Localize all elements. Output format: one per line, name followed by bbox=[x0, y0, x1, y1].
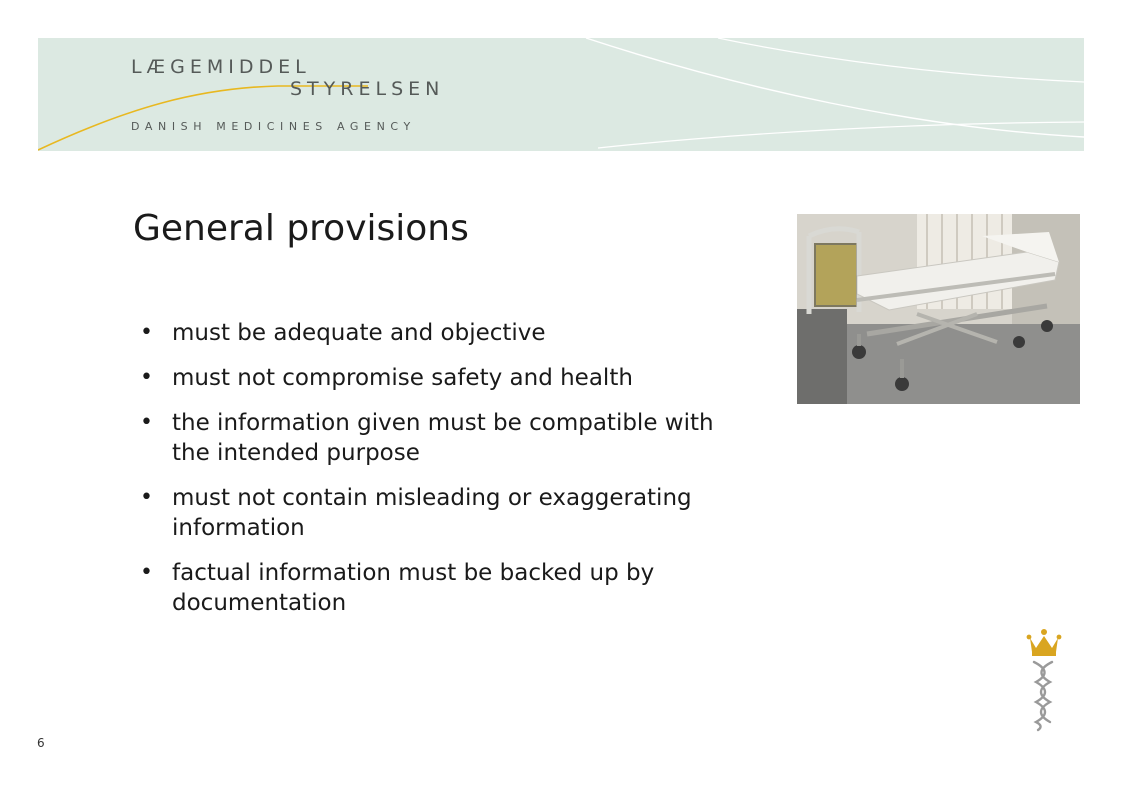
page-number: 6 bbox=[37, 736, 45, 750]
bullet-marker: • bbox=[140, 365, 153, 390]
bullet-text: must not compromise safety and health bbox=[172, 365, 633, 391]
bullet-list bbox=[138, 318, 758, 633]
bullet-item bbox=[138, 318, 758, 348]
bullet-marker: • bbox=[140, 560, 153, 585]
slide-title: General provisions bbox=[133, 208, 469, 249]
header-swoosh-lines bbox=[38, 38, 1084, 151]
header-band bbox=[38, 38, 1084, 151]
bullet-marker: • bbox=[140, 320, 153, 345]
bullet-marker: • bbox=[140, 485, 153, 510]
bullet-text: the information given must be compatible with the intended purpose bbox=[172, 410, 714, 466]
bullet-text: must not contain misleading or exaggerating information bbox=[172, 485, 692, 541]
bullet-item bbox=[138, 483, 758, 543]
bullet-text: must be adequate and objective bbox=[172, 320, 546, 346]
bullet-text: factual information must be backed up by documentation bbox=[172, 560, 655, 616]
bullet-item bbox=[138, 408, 758, 468]
hospital-bed-photo bbox=[797, 214, 1080, 404]
logo-tagline: DANISH MEDICINES AGENCY bbox=[131, 120, 416, 133]
logo-text-laegemiddel: LÆGEMIDDEL bbox=[131, 56, 311, 78]
crown-icon bbox=[1024, 628, 1064, 736]
bullet-item bbox=[138, 363, 758, 393]
logo-text-styrelsen: STYRELSEN bbox=[290, 78, 445, 100]
bullet-item bbox=[138, 558, 758, 618]
bullet-marker: • bbox=[140, 410, 153, 435]
